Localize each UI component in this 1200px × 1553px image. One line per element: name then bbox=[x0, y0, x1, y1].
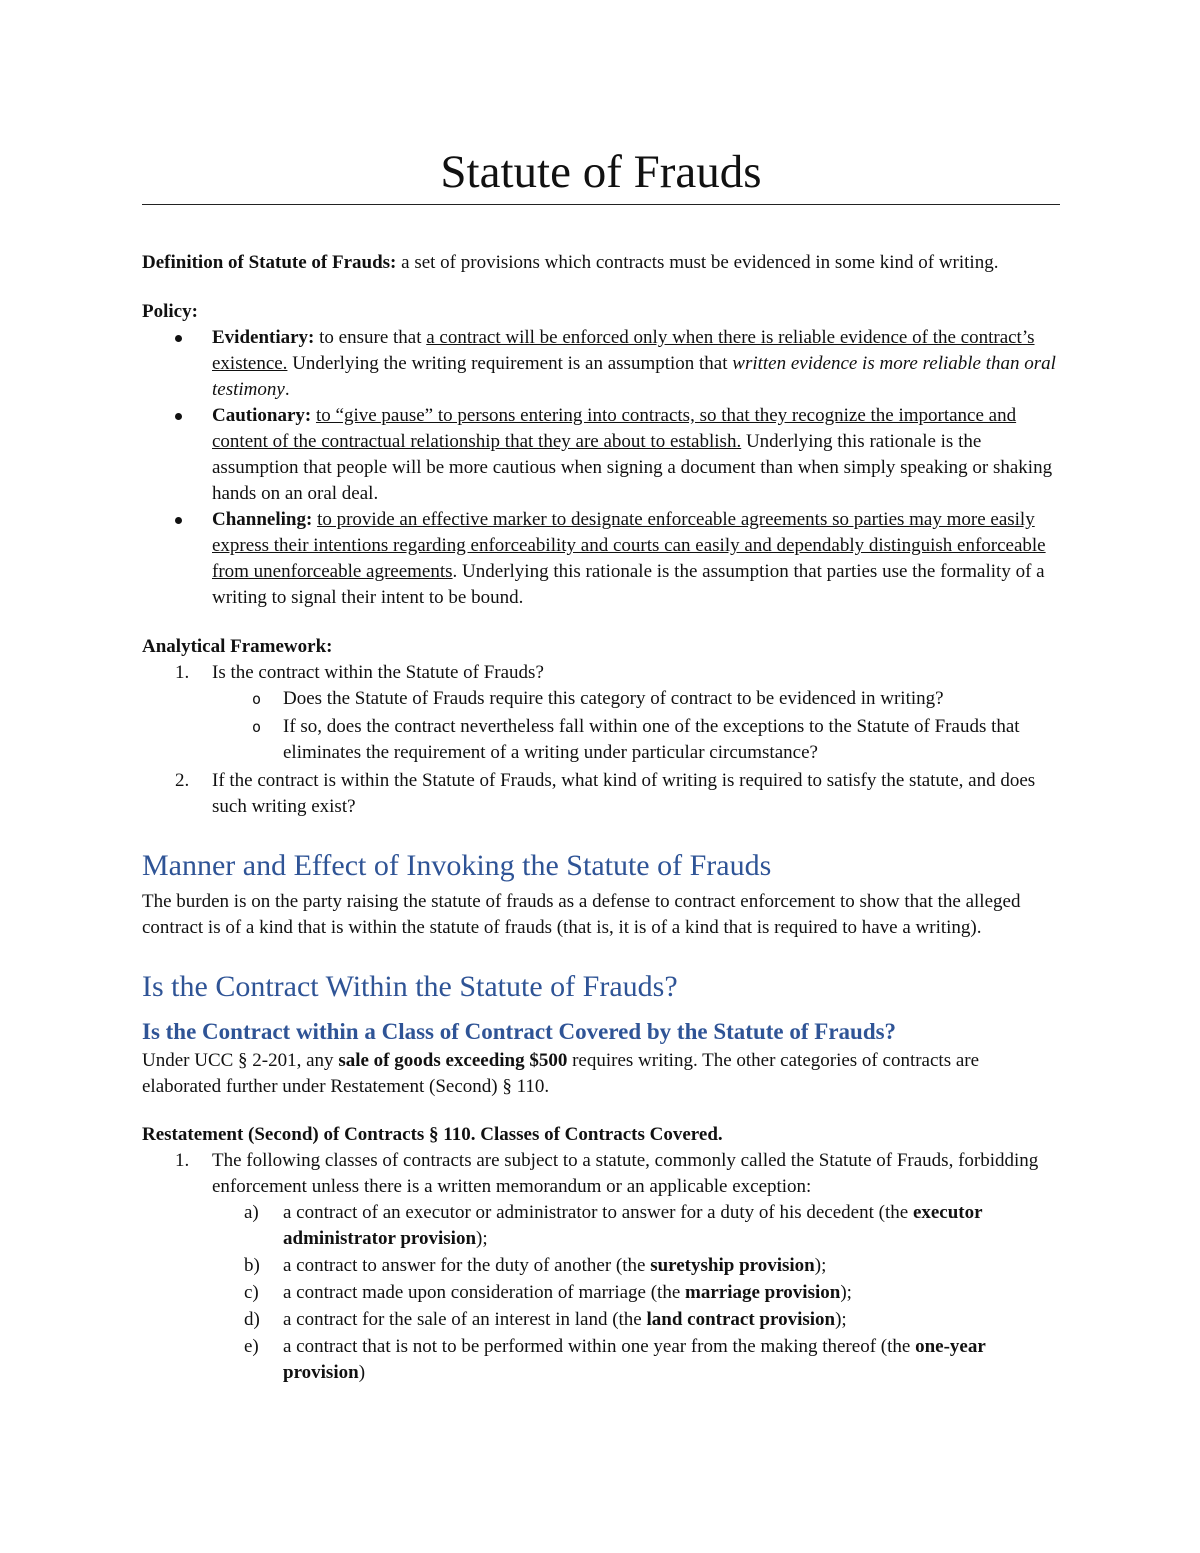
policy-item-evidentiary: Evidentiary: to ensure that a contract will be enforced only when there is reliable evidence of the contract’s existence. Underlying the writing requirement is an assumption that written evidence is more reliable than oral testimony. bbox=[142, 325, 1060, 403]
restatement-sublist bbox=[212, 1200, 1060, 1386]
framework-list bbox=[142, 660, 1060, 820]
framework-subitem: o Does the Statute of Frauds require this category of contract to be evidenced in writing? bbox=[142, 686, 1060, 712]
page-title: Statute of Frauds bbox=[440, 146, 762, 198]
policy-heading: Policy: bbox=[142, 301, 198, 322]
provision-item: c) a contract made upon consideration of marriage (the marriage provision); bbox=[244, 1282, 852, 1303]
title-divider bbox=[142, 204, 1060, 205]
framework-heading: Analytical Framework: bbox=[142, 636, 333, 657]
manner-paragraph: The burden is on the party raising the statute of frauds as a defense to contract enforcement to show that the alleged contract is of a kind that is within the statute of frauds (that is, it is of a kind that is required to have a writing). bbox=[142, 891, 1021, 938]
circle-bullet-icon: o bbox=[252, 718, 262, 736]
framework-item: 2. If the contract is within the Statute of Frauds, what kind of writing is required to satisfy the statute, and does such writing exist? bbox=[175, 770, 1036, 817]
definition-label: Definition of Statute of Frauds: bbox=[142, 252, 397, 273]
subheading-class: Is the Contract within a Class of Contract Covered by the Statute of Frauds? bbox=[142, 1019, 897, 1044]
policy-list bbox=[142, 325, 1060, 611]
restatement-heading: Restatement (Second) of Contracts § 110. Classes of Contracts Covered. bbox=[142, 1124, 723, 1145]
definition-text: a set of provisions which contracts must be evidenced in some kind of writing. bbox=[396, 252, 999, 273]
provision-item: b) a contract to answer for the duty of another (the suretyship provision); bbox=[244, 1255, 827, 1276]
section-heading-within: Is the Contract Within the Statute of Frauds? bbox=[142, 970, 678, 1003]
restatement-list bbox=[142, 1148, 1060, 1386]
section-heading-manner: Manner and Effect of Invoking the Statute of Frauds bbox=[142, 849, 772, 882]
restatement-item: 1. The following classes of contracts are subject to a statute, commonly called the Statute of Frauds, forbidding enforcement unless there is a written memorandum or an applicable exception: a) a contract of an executor or administrator to answer for a duty of his decedent (the executor administrator provision); b) a contract to answer for the duty of another (the suretyship provision); c) a contract made upon consideration of marriage (the marriage provision); d) a contract for the sale of an interest in land (the land contract provision); e) a contract that is not to be performed within one year from the making thereof (the one-year provision) bbox=[142, 1148, 1060, 1386]
bullet-icon bbox=[175, 335, 182, 342]
provision-item: e) a contract that is not to be performed within one year from the making thereof (the one-year provision) bbox=[244, 1336, 986, 1383]
definition-paragraph bbox=[142, 250, 1060, 276]
policy-item-channeling: Channeling: to provide an effective marker to designate enforceable agreements so parties may more easily express their intentions regarding enforceability and courts can easily and dependably distinguish enforceable from unenforceable agreements. Underlying this rationale is the assumption that parties use the formality of a writing to signal their intent to be bound. bbox=[142, 507, 1060, 611]
circle-bullet-icon: o bbox=[252, 690, 262, 708]
document-body bbox=[142, 140, 1060, 1388]
framework-item: 1. Is the contract within the Statute of Frauds? o Does the Statute of Frauds require this category of contract to be evidenced in writing? o If so, does the contract nevertheless fall within one of the exceptions to the Statute of Frauds that eliminates the requirement of a writing under particular circumstance? bbox=[142, 660, 1060, 766]
provision-item: d) a contract for the sale of an interest in land (the land contract provision); bbox=[244, 1309, 847, 1330]
provision-item: a) a contract of an executor or administrator to answer for a duty of his decedent (the executor administrator provision); bbox=[244, 1202, 983, 1249]
framework-sublist bbox=[212, 686, 1060, 766]
bullet-icon bbox=[175, 413, 182, 420]
framework-subitem: o If so, does the contract nevertheless fall within one of the exceptions to the Statute of Frauds that eliminates the requirement of a writing under particular circumstance? bbox=[252, 716, 1020, 763]
bullet-icon bbox=[175, 517, 182, 524]
policy-item-cautionary: Cautionary: to “give pause” to persons entering into contracts, so that they recognize the importance and content of the contractual relationship that they are about to establish. Underlying this rationale is the assumption that people will be more cautious when signing a document than when simply speaking or shaking hands on an oral deal. bbox=[142, 403, 1060, 507]
ucc-paragraph: Under UCC § 2-201, any sale of goods exceeding $500 requires writing. The other categories of contracts are elaborated further under Restatement (Second) § 110. bbox=[142, 1050, 980, 1097]
